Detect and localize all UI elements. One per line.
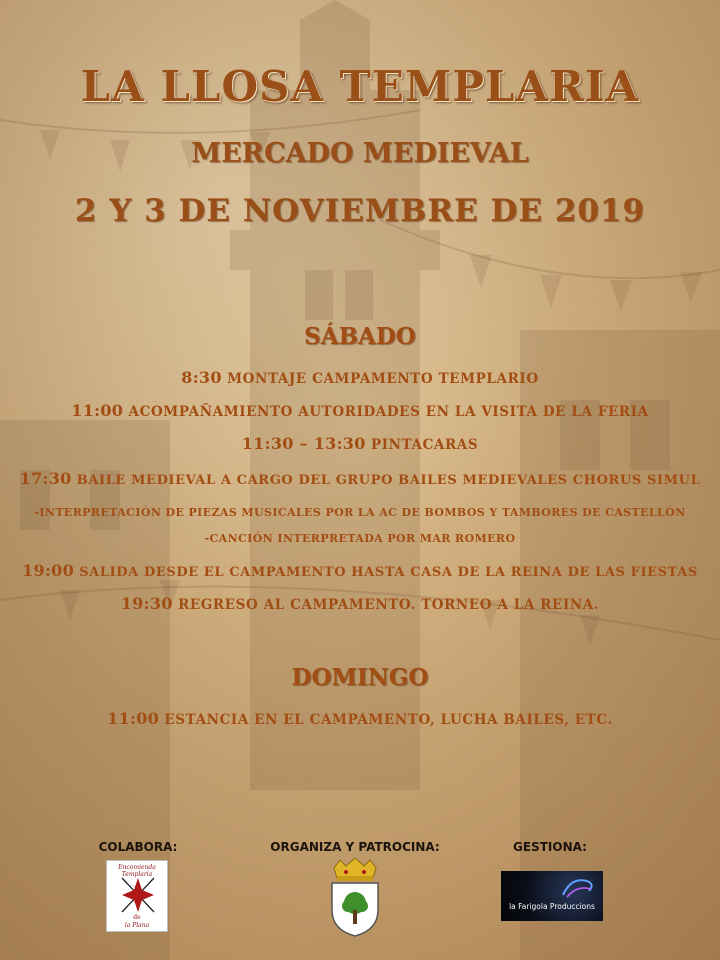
colabora-label: COLABORA: xyxy=(98,840,178,854)
logo-text-mid: de xyxy=(133,914,141,921)
farigola-logo-icon xyxy=(501,871,603,921)
schedule-item xyxy=(0,561,720,580)
schedule-item xyxy=(0,594,720,613)
event-time: 19:00 xyxy=(22,561,75,580)
event-text: MONTAJE CAMPAMENTO TEMPLARIO xyxy=(227,371,539,387)
poster-title: LA LLOSA TEMPLARIA xyxy=(80,62,640,111)
poster-dates: 2 Y 3 DE NOVIEMBRE DE 2019 xyxy=(74,193,646,229)
event-text: SALIDA DESDE EL CAMPAMENTO HASTA CASA DE LA REINA DE LAS FIESTAS xyxy=(79,565,698,580)
schedule-item xyxy=(0,469,720,488)
templar-cross-icon xyxy=(118,874,158,916)
municipal-shield-icon xyxy=(326,858,384,938)
logo-text-bottom: la Plana xyxy=(124,922,150,929)
event-text: ESTANCIA EN EL CAMPAMENTO, LUCHA BAILES, ETC. xyxy=(164,712,613,728)
logo-text-top: Encomienda Templaria xyxy=(118,864,156,878)
event-time: 8:30 xyxy=(181,368,222,387)
event-text: BAILE MEDIEVAL A CARGO DEL GRUPO BAILES MEDIEVALES CHORUS SIMUL xyxy=(76,473,701,488)
event-text: ACOMPAÑAMIENTO AUTORIDADES EN LA VISITA DE LA FERIA xyxy=(128,404,649,420)
encomienda-templaria-logo xyxy=(106,860,168,932)
event-text: REGRESO AL CAMPAMENTO. TORNEO A LA REINA. xyxy=(178,597,600,613)
sunday-heading: DOMINGO xyxy=(291,664,429,691)
event-time: 19:30 xyxy=(120,594,173,613)
event-time: 11:00 xyxy=(71,401,124,420)
poster-subtitle: MERCADO MEDIEVAL xyxy=(191,138,529,169)
schedule-note: -INTERPRETACIÓN DE PIEZAS MUSICALES POR LA AC DE BOMBOS Y TAMBORES DE CASTELLÓN xyxy=(34,506,686,519)
organiza-label: ORGANIZA Y PATROCINA: xyxy=(270,840,440,854)
farigola-swirl-icon xyxy=(557,875,597,901)
event-time: 11:00 xyxy=(107,709,160,728)
event-time: 17:30 xyxy=(19,469,72,488)
schedule-item xyxy=(0,401,720,420)
event-time: 11:30 – 13:30 xyxy=(241,434,366,453)
schedule-item xyxy=(0,709,720,728)
event-text: PINTACARAS xyxy=(370,437,479,453)
farigola-logo-text: la Farigola Produccions xyxy=(509,902,595,911)
saturday-heading: SÁBADO xyxy=(304,323,416,350)
schedule-note: -CANCIÓN INTERPRETADA POR MAR ROMERO xyxy=(204,532,516,545)
schedule-item xyxy=(0,434,720,453)
schedule-item xyxy=(0,368,720,387)
gestiona-label: GESTIONA: xyxy=(513,840,587,854)
